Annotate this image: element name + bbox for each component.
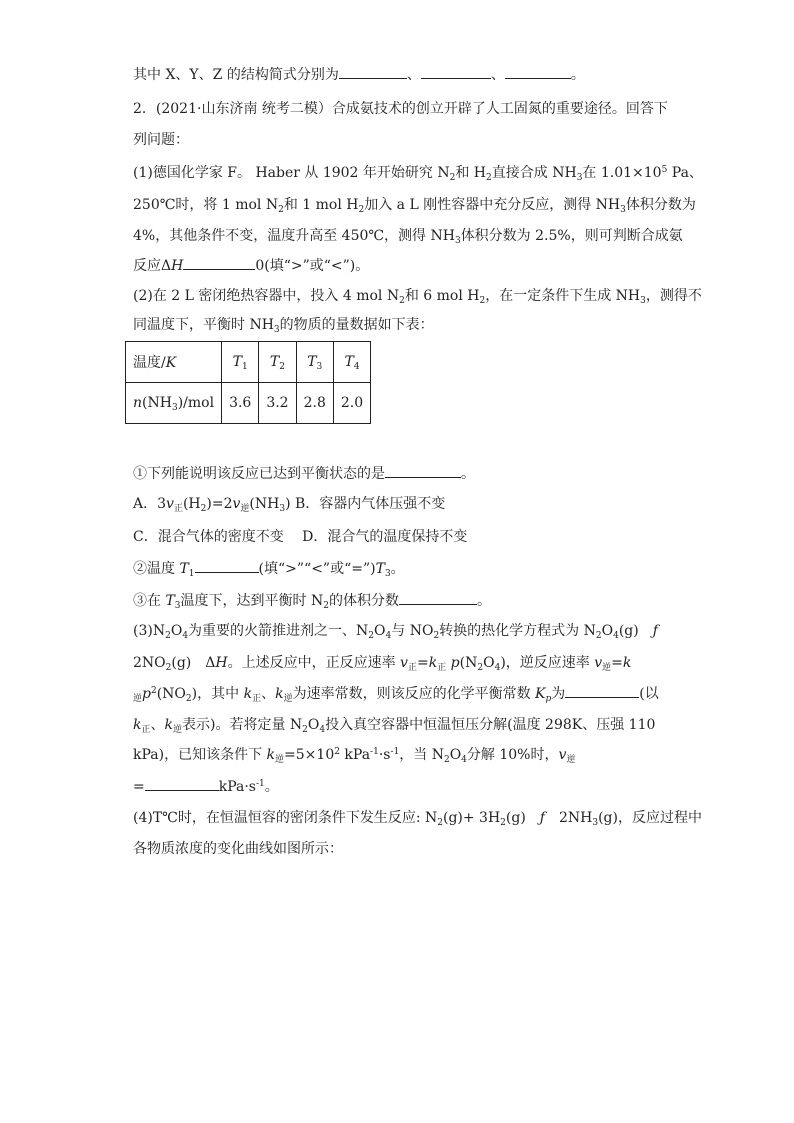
part-3-line: $_逆p^2(NO_2)$，其中 $k_正$、$k_逆$为速率常数，则该反应的化学平衡常数 $K_p$为 (以	[133, 683, 659, 704]
part-4-line: 各物质浓度的变化曲线如图所示：	[133, 841, 343, 857]
part-1-line: 4%，其他条件不变，温度升高至 450℃，测得 $NH_3$体积分数为 2.5%，则可判断合成氨	[133, 228, 683, 246]
part-1-line: (1)德国化学家 F。 Haber 从 1902 年开始研究 $N_2$和 $H_2$直接合成 $NH_3$在 $1.01\times 10^5$ Pa、	[133, 165, 703, 183]
answer-blank[interactable]	[385, 463, 461, 478]
answer-blank[interactable]	[195, 558, 259, 573]
answer-blank[interactable]	[339, 64, 407, 79]
part-3-line: $(3)N_2O_4$为重要的火箭推进剂之一、$N_2O_4$与 $NO_2$转换的热化学方程式为 $N_2O_4(g)$ ƒ	[133, 623, 658, 641]
answer-line-xyz: 其中 X、Y、Z 的结构简式分别为 、 、 。	[133, 64, 585, 85]
table-header-cell: $n(NH_3)$/mol	[126, 383, 222, 424]
table-header-cell: 温度/K	[126, 342, 222, 383]
answer-blank[interactable]	[399, 590, 477, 605]
table-cell: 2.8	[296, 383, 333, 424]
question-2-header-cont: 列问题：	[133, 132, 189, 148]
table-row	[126, 342, 371, 383]
answer-blank[interactable]	[565, 683, 639, 698]
sub-question-3: ③在 $T_3$温度下，达到平衡时 $N_2$的体积分数 。	[133, 590, 491, 611]
table-header-cell: $T_3$	[296, 342, 333, 383]
option-c-d: C．混合气体的密度不变 D．混合气的温度保持不变	[133, 529, 468, 545]
equilibrium-arrow-icon: ƒ	[539, 810, 545, 826]
part-3-line: $2NO_2(g)$ ΔH。上述反应中，正反应速率 $v_正=k_正$ $p(N_2O_4)$，逆反应速率 $v_逆=k$	[133, 655, 632, 673]
answer-blank[interactable]	[183, 255, 255, 270]
sub-question-1: ①下列能说明该反应已达到平衡状态的是 。	[133, 463, 475, 484]
equilibrium-data-table	[125, 341, 371, 424]
answer-blank[interactable]	[421, 64, 491, 79]
part-1-line: 250℃时，将 1 mol $N_2$和 1 mol $H_2$加入 a L 刚性容器中充分反应，测得 $NH_3$体积分数为	[133, 197, 696, 215]
sub-question-2: ②温度 $T_1$ (填“>”“<”或“$=”)T_3$。	[133, 558, 405, 579]
table-cell: 3.2	[259, 383, 296, 424]
option-a-b: A．$3v_正(H_2)=2v_逆(NH_3)$ B．容器内气体压强不变	[133, 496, 446, 514]
answer-blank[interactable]	[505, 64, 571, 79]
table-header-cell: $T_2$	[259, 342, 296, 383]
part-3-line: kPa)，已知该条件下 $k_逆=5\times 10^2$ $kPa^{-1}\cdot s^{-1}$，当 $N_2O_4$分解 10%时，$v_逆$	[133, 747, 576, 765]
part-1-answer-line: 反应ΔH 0(填“>”或“<”)。	[133, 255, 369, 276]
answer-blank[interactable]	[145, 776, 219, 791]
part-3-line: $k_正$、$k_逆$表示)。若将定量 $N_2O_4$投入真空容器中恒温恒压分解(温度 298K、压强 110	[133, 717, 656, 735]
table-cell: 2.0	[333, 383, 370, 424]
part-2-line: (2)在 2 L 密闭绝热容器中，投入 4 mol $N_2$和 6 mol $H_2$，在一定条件下生成 $NH_3$，测得不	[133, 288, 702, 306]
table-header-cell: $T_1$	[222, 342, 259, 383]
equilibrium-arrow-icon: ƒ	[652, 623, 658, 639]
table-header-cell: $T_4$	[333, 342, 370, 383]
part-4-line: (4)T℃时，在恒温恒容的密闭条件下发生反应: $N_2(g)+ 3H_2(g)$ ƒ $2NH_3(g)$，反应过程中	[133, 810, 702, 828]
table-cell: 3.6	[222, 383, 259, 424]
question-2-header: 2．(2021·山东济南 统考二模）合成氨技术的创立开辟了人工固氮的重要途径。回答下	[133, 101, 668, 117]
table-row	[126, 383, 371, 424]
part-2-line: 同温度下，平衡时 $NH_3$的物质的量数据如下表：	[133, 317, 434, 335]
part-3-answer-line: = $kPa\cdot s^{-1}$。	[133, 776, 279, 797]
